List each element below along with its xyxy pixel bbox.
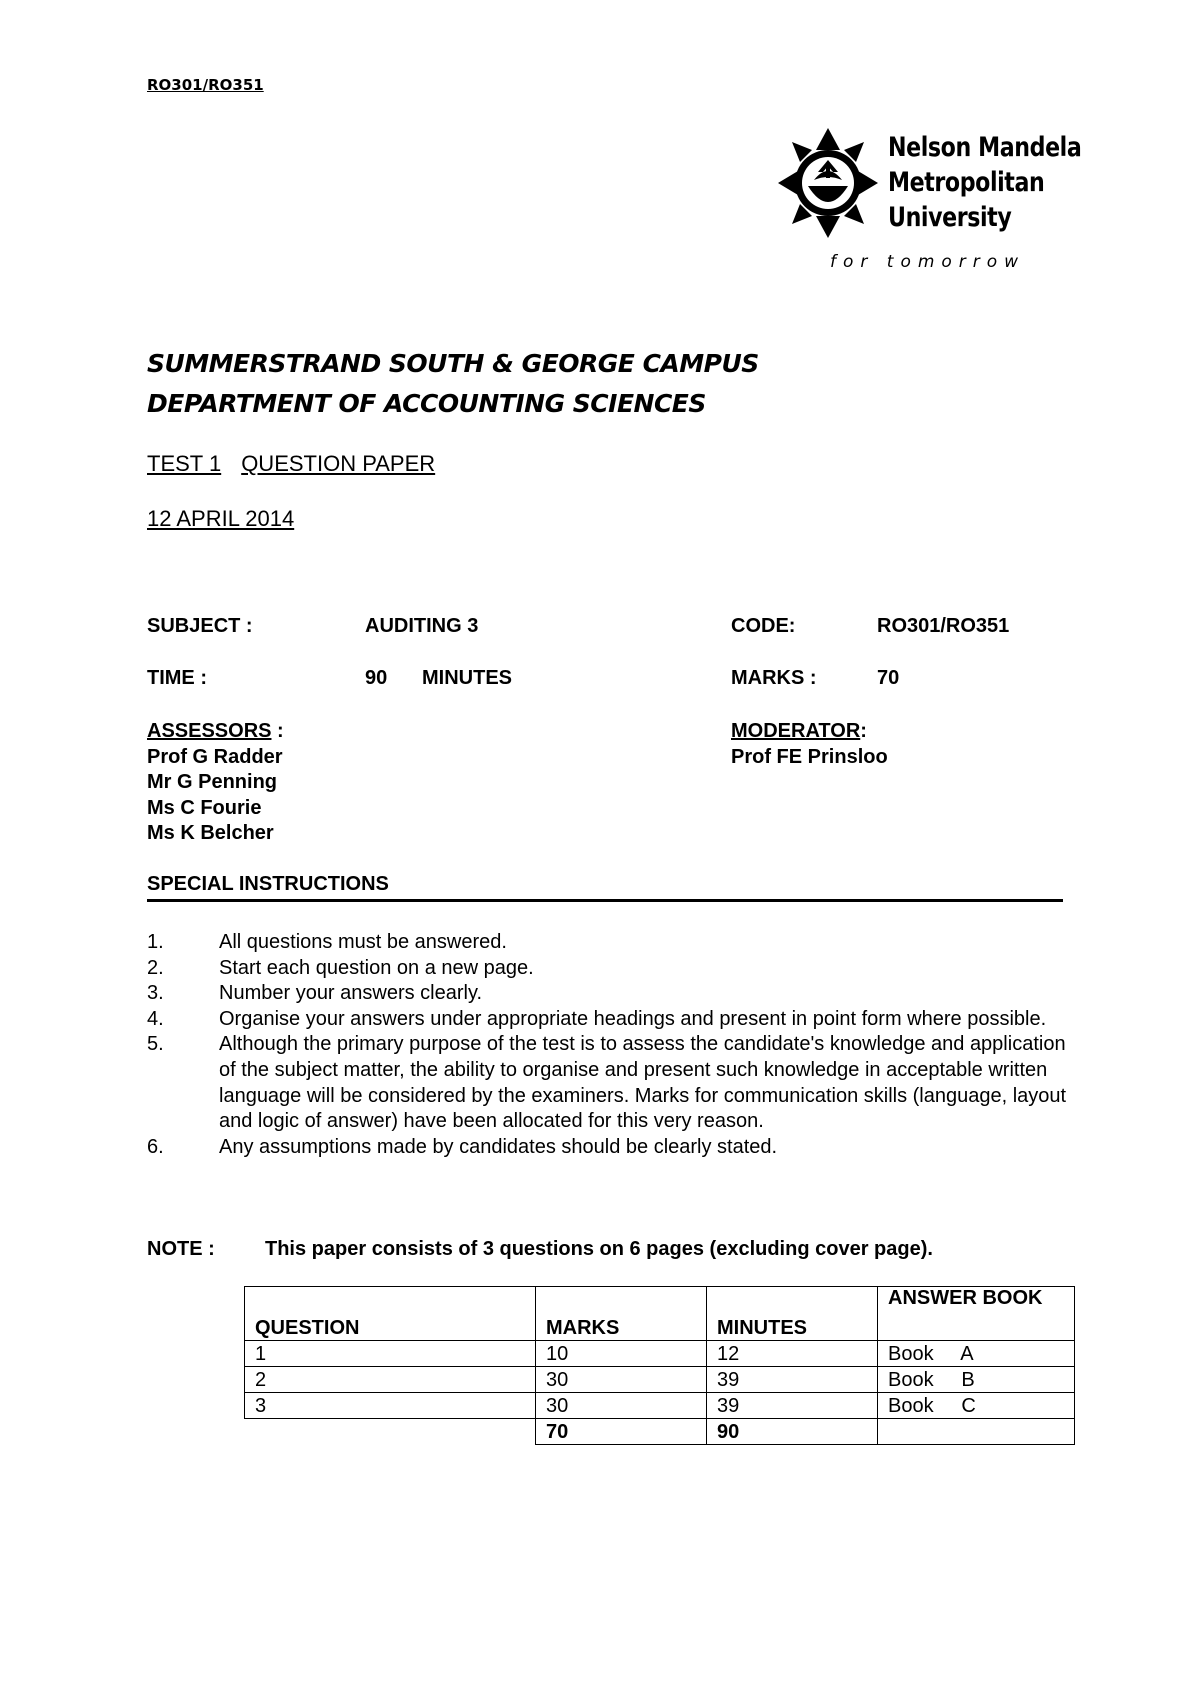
column-header-marks: MARKS: [536, 1287, 707, 1341]
table-header-row: [245, 1287, 1075, 1341]
time-label: TIME :: [147, 667, 207, 689]
instructions-list: [147, 930, 1067, 1160]
book-cell: Book A: [878, 1341, 1075, 1367]
marks-label: MARKS :: [731, 667, 817, 689]
table-row: [245, 1393, 1075, 1419]
instruction-item: [147, 1135, 1067, 1161]
marks-cell: 30: [536, 1367, 707, 1393]
question-cell: 3: [245, 1393, 536, 1419]
logo-name-line2: Metropolitan: [888, 167, 1045, 198]
table-total-row: [245, 1419, 1075, 1445]
assessors-label: ASSESSORS: [147, 720, 272, 742]
note-label: NOTE :: [147, 1238, 215, 1260]
note-text: This paper consists of 3 questions on 6 pages (excluding cover page).: [265, 1238, 933, 1260]
test-type: QUESTION PAPER: [241, 451, 436, 476]
moderator-name: Prof FE Prinsloo: [731, 745, 888, 768]
instruction-number: 3.: [147, 982, 164, 1005]
subject-value: AUDITING 3: [365, 615, 479, 637]
instruction-text: Any assumptions made by candidates should be clearly stated.: [219, 1135, 778, 1158]
instruction-number: 5.: [147, 1033, 164, 1056]
total-blank-cell: [245, 1419, 536, 1445]
instruction-number: 2.: [147, 956, 164, 979]
instruction-item: [147, 1032, 1067, 1134]
total-minutes-cell: 90: [707, 1419, 878, 1445]
question-cell: 1: [245, 1341, 536, 1367]
column-header-question: QUESTION: [245, 1287, 536, 1341]
subject-label: SUBJECT :: [147, 615, 253, 637]
instruction-item: [147, 930, 1067, 956]
assessors-block: [147, 719, 284, 847]
question-cell: 2: [245, 1367, 536, 1393]
logo-name-line1: Nelson Mandela: [888, 132, 1082, 163]
university-emblem-icon: [778, 128, 878, 238]
instruction-text: Number your answers clearly.: [219, 982, 483, 1005]
instruction-number: 1.: [147, 931, 164, 953]
column-header-answer-book: ANSWER BOOK: [878, 1287, 1075, 1341]
time-unit: MINUTES: [422, 667, 512, 689]
instruction-number: 4.: [147, 1007, 164, 1030]
heading-divider: [147, 899, 1063, 902]
instruction-item: [147, 981, 1067, 1007]
code-value: RO301/RO351: [877, 615, 1010, 637]
instruction-item: [147, 956, 1067, 982]
test-date: 12 APRIL 2014: [147, 506, 295, 531]
department-line: DEPARTMENT OF ACCOUNTING SCIENCES: [147, 389, 706, 418]
total-marks-cell: 70: [536, 1419, 707, 1445]
assessors-suffix: :: [271, 720, 284, 742]
book-cell: Book C: [878, 1393, 1075, 1419]
marks-cell: 30: [536, 1393, 707, 1419]
special-instructions-heading: SPECIAL INSTRUCTIONS: [147, 873, 389, 895]
book-cell: Book B: [878, 1367, 1075, 1393]
minutes-cell: 12: [707, 1341, 878, 1367]
instruction-text: Although the primary purpose of the test is to assess the candidate's knowledge and application of the subject matter, the ability to organise and present such knowledge in acceptable written language will be considered by the examiners. Marks for communication skills (language, layout and logic of answer) have been allocated for this very reason.: [219, 1033, 1067, 1133]
instruction-text: Organise your answers under appropriate headings and present in point form where possible.: [219, 1007, 1047, 1030]
assessor-name: Mr G Penning: [147, 771, 277, 794]
instruction-item: [147, 1007, 1067, 1033]
assessor-name: Prof G Radder: [147, 745, 283, 768]
total-book-cell: [878, 1419, 1075, 1445]
university-logo: [778, 124, 1082, 274]
header-course-code: RO301/RO351: [147, 76, 264, 94]
instruction-text: All questions must be answered.: [219, 931, 507, 953]
logo-name-line3: University: [888, 202, 1012, 233]
moderator-suffix: :: [860, 720, 867, 742]
marks-cell: 10: [536, 1341, 707, 1367]
assessor-name: Ms K Belcher: [147, 822, 274, 845]
minutes-cell: 39: [707, 1393, 878, 1419]
assessor-name: Ms C Fourie: [147, 796, 262, 819]
table-row: [245, 1367, 1075, 1393]
test-title: [147, 451, 455, 477]
instruction-text: Start each question on a new page.: [219, 956, 534, 979]
logo-tagline: for tomorrow: [830, 252, 1026, 272]
moderator-label: MODERATOR: [731, 720, 861, 742]
minutes-cell: 39: [707, 1367, 878, 1393]
column-header-minutes: MINUTES: [707, 1287, 878, 1341]
campus-heading: [147, 344, 759, 424]
instruction-number: 6.: [147, 1135, 164, 1158]
code-label: CODE:: [731, 615, 796, 637]
table-row: [245, 1341, 1075, 1367]
test-number: TEST 1: [147, 451, 222, 476]
moderator-block: [731, 719, 888, 770]
note-line: [147, 1238, 933, 1261]
question-marks-table: [244, 1286, 1075, 1445]
campus-line: SUMMERSTRAND SOUTH & GEORGE CAMPUS: [147, 349, 759, 378]
time-value: 90: [365, 667, 388, 689]
marks-value: 70: [877, 667, 900, 689]
